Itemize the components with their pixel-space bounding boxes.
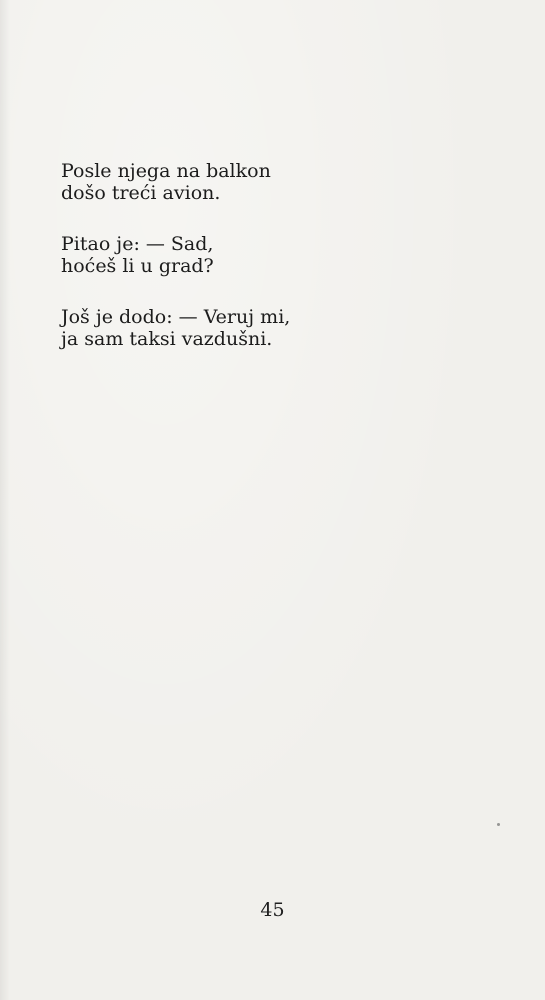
- poem-line: došo treći avion.: [61, 182, 221, 204]
- poem-stanza-3: [61, 306, 290, 350]
- poem-line: hoćeš li u grad?: [61, 255, 214, 277]
- paper-speck: [497, 823, 500, 826]
- poem-line: Još je dodo: — Veruj mi,: [61, 306, 291, 328]
- poem-line: ja sam taksi vazdušni.: [61, 328, 273, 350]
- poem-stanza-1: [61, 160, 271, 204]
- poem-line: Pitao je: — Sad,: [61, 233, 214, 255]
- page-edge-shadow: [0, 0, 10, 1000]
- poem-line: Posle njega na balkon: [61, 160, 271, 182]
- poem-stanza-2: [61, 233, 214, 277]
- page-number: 45: [260, 899, 285, 921]
